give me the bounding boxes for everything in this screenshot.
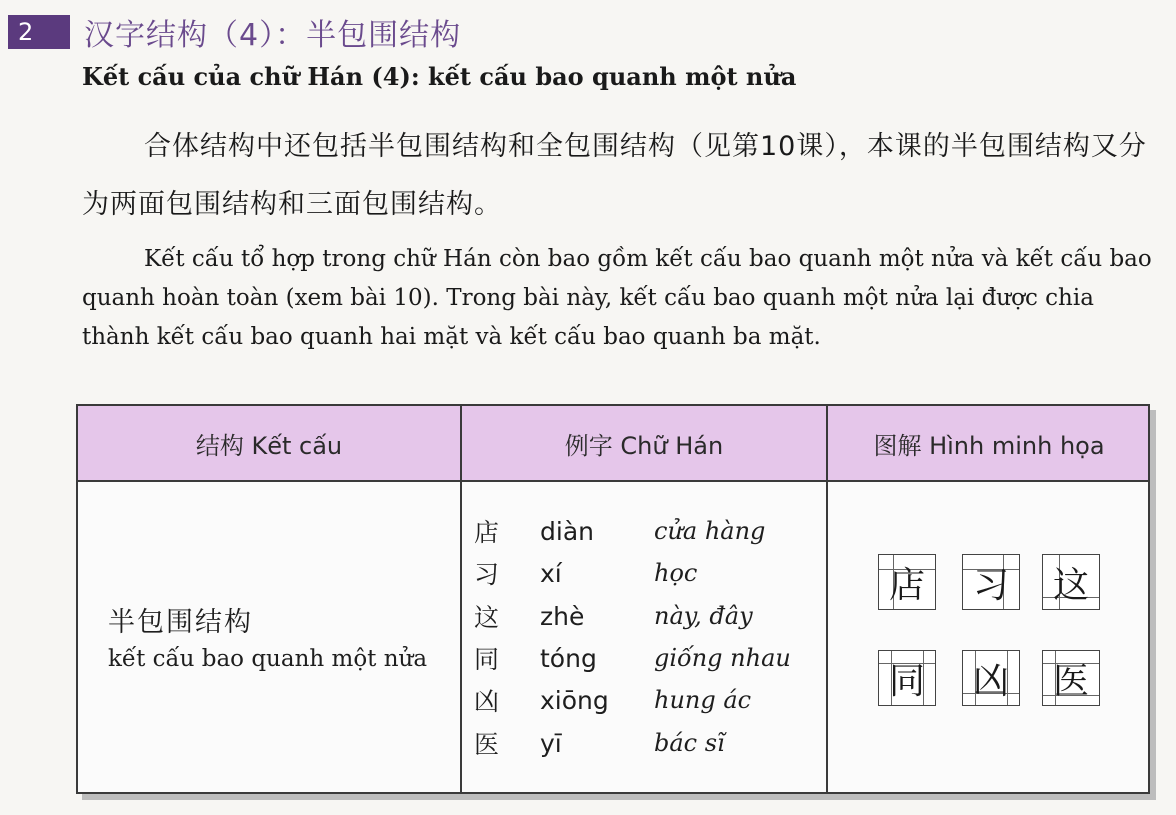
structure-name-vi: kết cấu bao quanh một nửa [108,646,428,672]
example-row [474,679,751,721]
paragraph-cn: 合体结构中还包括半包围结构和全包围结构（见第10课），本课的半包围结构又分为两面包围结构和三面包围结构。 [82,131,1147,220]
example-row [474,595,753,637]
example-pinyin: diàn [540,516,594,546]
structure-table [76,404,1150,794]
example-meaning: giống nhau [654,644,791,672]
paragraph-vi: Kết cấu tổ hợp trong chữ Hán còn bao gồm kết cấu bao quanh một nửa và kết cấu bao quanh hoàn toàn (xem bài 10). Trong bài này, kết cấu bao quanh một nửa lại được chia thành kết cấu bao quanh hai mặt và kết cấu bao quanh ba mặt. [82,246,1152,350]
example-row [474,552,697,594]
example-char: 医 [474,730,500,759]
header-structure: 结构 Kết cấu [195,431,343,460]
example-pinyin: tóng [540,643,597,673]
example-char: 这 [474,603,500,632]
diagram-box-xi: 习 [962,554,1020,610]
section-title-vi: Kết cấu của chữ Hán (4): kết cấu bao quanh một nửa [82,62,797,91]
example-char: 同 [474,645,500,674]
example-row [474,722,725,764]
section-header [8,12,461,52]
example-pinyin: yī [540,728,562,758]
example-char: 习 [474,560,500,589]
column-divider [826,406,828,792]
example-meaning: này, đây [654,602,753,630]
diagram-box-xiong: 凶 [962,650,1020,706]
table-header-row [78,406,1148,482]
header-diagram: 图解 Hình minh họa [873,431,1105,460]
header-examples: 例字 Chữ Hán [564,431,724,460]
example-pinyin: zhè [540,601,585,631]
example-meaning: bác sĩ [654,729,725,757]
diagram-box-zhe: 这 [1042,554,1100,610]
diagram-box-dian: 店 [878,554,936,610]
example-meaning: học [654,559,698,587]
example-meaning: hung ác [654,686,752,714]
example-pinyin: xí [540,558,562,588]
example-pinyin: xiōng [540,685,609,715]
diagram-box-tong: 同 [878,650,936,706]
example-row [474,510,765,552]
column-divider [460,406,462,792]
structure-name-cn: 半包围结构 [108,607,253,638]
diagram-box-yi: 医 [1042,650,1100,706]
example-char: 凶 [474,687,500,716]
example-row [474,637,791,679]
example-char: 店 [474,518,500,547]
example-meaning: cửa hàng [654,517,766,545]
section-title-cn: 汉字结构（4）：半包围结构 [84,18,462,53]
section-number-badge: 2 [8,15,70,49]
